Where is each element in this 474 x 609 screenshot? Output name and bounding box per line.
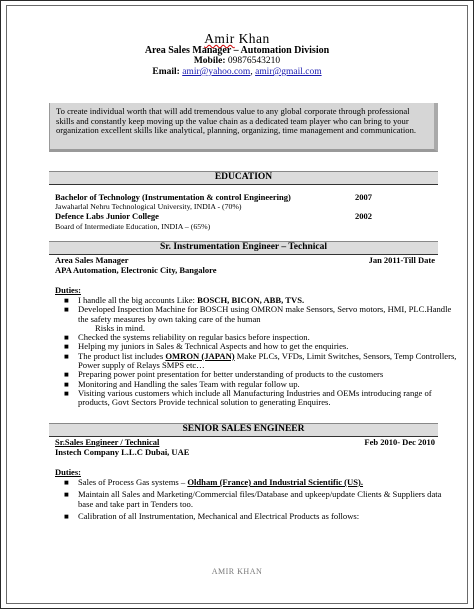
list-item: ■ Developed Inspection Machine for BOSCH using OMRON make Sensors, Servo motors, HMI, PLC.Handle the safety measures by own taking care of the human Risks in mind. bbox=[64, 304, 452, 333]
job-title: Area Sales Manager – Automation Division bbox=[144, 45, 330, 56]
job1-company: APA Automation, Electronic City, Bangalore bbox=[55, 265, 217, 275]
job1-duties-label: Duties: bbox=[55, 285, 81, 295]
list-item: ■ The product list includes OMRON (JAPAN) Make PLCs, VFDs, Limit Switches, Sensors, Temp Controllers, Power supply of Relays SMPS etc… bbox=[64, 350, 457, 371]
email-link-1[interactable]: amir@yahoo.com bbox=[182, 67, 251, 77]
email-link-2[interactable]: amir@gmail.com bbox=[255, 67, 322, 77]
list-item: ■ I handle all the big accounts Like: BOSCH, BICON, ABB, TVS. bbox=[64, 295, 305, 305]
footer-name: AMIR KHAN bbox=[211, 567, 263, 576]
education-entry: Bachelor of Technology (Instrumentation & control Engineering) 2007 bbox=[55, 192, 372, 202]
mobile-number: 09876543210 bbox=[227, 56, 281, 66]
job2-duties-label: Duties: bbox=[55, 467, 81, 477]
job2-dates: Feb 2010- Dec 2010 bbox=[364, 437, 435, 447]
email-line: Email: amir@yahoo.com, amir@gmail.com bbox=[152, 67, 322, 77]
list-item: ■ Monitoring and Handling the sales Team with regular follow up. bbox=[64, 378, 300, 389]
list-item: ■ Calibration of all Instrumentation, Mechanical and Electrical Products as follows: bbox=[64, 510, 360, 521]
education-entry: Defence Labs Junior College 2002 bbox=[55, 211, 372, 221]
job2-duties-list bbox=[55, 478, 458, 521]
candidate-name: Amir Khan bbox=[204, 31, 270, 46]
job2-heading: SENIOR SALES ENGINEER bbox=[49, 423, 438, 437]
resume-header bbox=[1, 33, 473, 78]
list-item: ■ Checked the systems reliability on regular basics before inspection. bbox=[64, 332, 310, 343]
job1-heading: Sr. Instrumentation Engineer – Technical bbox=[49, 241, 438, 255]
job1-duties-list bbox=[55, 296, 458, 408]
list-item: ■ Preparing power point presentation for better understanding of products to the customers bbox=[64, 369, 384, 380]
job2-position-line bbox=[55, 437, 435, 447]
list-item: ■ Sales of Process Gas systems – Oldham (France) and Industrial Scientific (US). bbox=[64, 477, 364, 487]
job1-position-line bbox=[55, 255, 435, 265]
education-heading: EDUCATION bbox=[49, 171, 438, 185]
job1-position: Area Sales Manager bbox=[55, 255, 129, 265]
career-objective: To create individual worth that will add tremendous value to any global corporate through professional skills and constantly keep moving up the value chain as a dedicated team player who can bring to your organization excellent skills like analytical, planning, organizing, time management and communication. bbox=[49, 103, 438, 152]
list-item: ■ Visiting various customers which include all Manufacturing Industries and OEMs introducing range of products, Govt Sectors Provide technical solution to generating Enquires. bbox=[64, 387, 432, 408]
mobile-line: Mobile: 09876543210 bbox=[193, 56, 281, 66]
list-item: ■ Helping my juniors in Sales & Technical Aspects and how to get the enquiries. bbox=[64, 341, 349, 352]
job2-position: Sr.Sales Engineer / Technical bbox=[55, 437, 160, 447]
education-detail: Jawaharlal Nehru Technological University, INDIA - (70%) bbox=[55, 202, 242, 211]
job1-dates: Jan 2011-Till Date bbox=[368, 255, 435, 265]
education-detail: Board of Intermediate Education, INDIA – (65%) bbox=[55, 222, 211, 231]
job2-company: Instech Company L.L.C Dubai, UAE bbox=[55, 447, 190, 457]
list-item: ■ Maintain all Sales and Marketing/Commercial files/Database and upkeep/update Clients & Suppliers data base and take part in Tenders too. bbox=[64, 489, 442, 509]
